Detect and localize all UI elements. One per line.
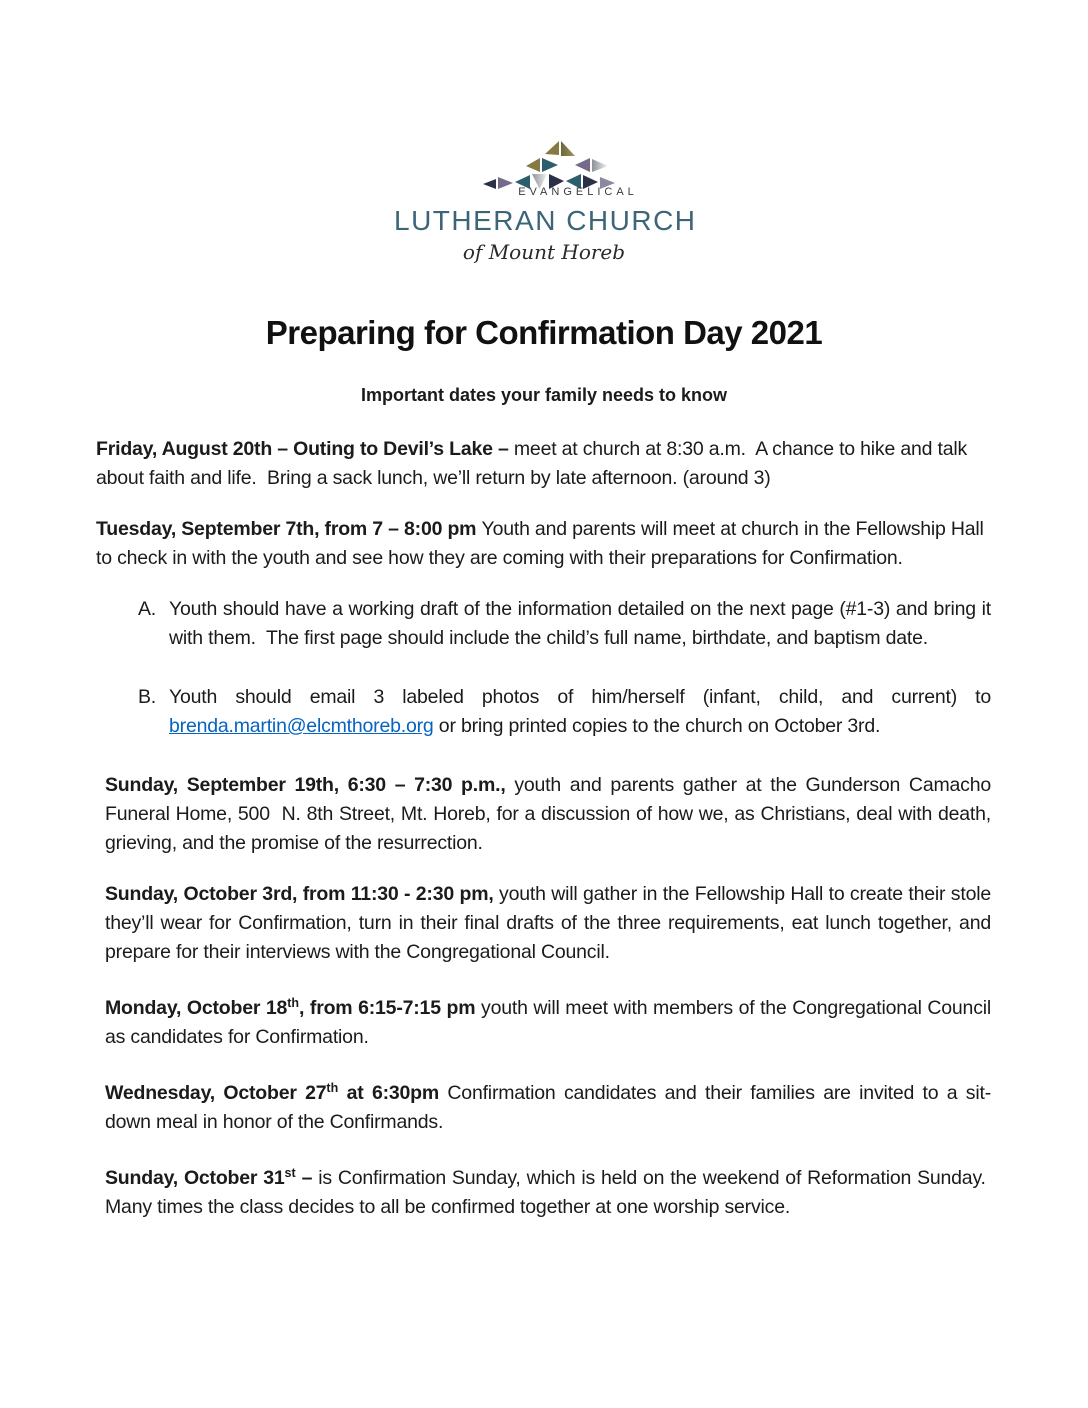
church-logo [394, 141, 697, 264]
text-segment: Sunday, October 3rd, from 11:30 - 2:30 pm, [105, 883, 500, 905]
text-segment: youth will meet with members of the Congregational Council as candidates for Confirmation. [105, 997, 992, 1048]
text-segment: Wednesday, October 27 [105, 1082, 327, 1104]
list-item-text [169, 683, 991, 741]
text-segment: youth will gather in the Fellowship Hall to create their stole they’ll wear for Confirmation, turn in their final drafts of the three requirements, eat lunch together, and prepare for their interviews with the Congregational Council. [105, 883, 991, 963]
text-segment: Tuesday, September 7th, from 7 – 8:00 pm [96, 518, 482, 540]
list-item [138, 683, 991, 741]
page-subtitle: Important dates your family needs to know [360, 385, 728, 405]
text-segment: Youth should have a working draft of the information detailed on the next page (#1-3) and bring it with them. The first page should include the child’s full name, birthdate, and baptism date. [169, 598, 991, 649]
text-segment: Friday, August 20th – Outing to Devil’s Lake – [96, 438, 514, 460]
text-segment: Youth and parents will meet at church in the Fellowship Hall to check in with the youth and see how they are coming with their preparations for Confirmation. [96, 518, 984, 569]
text-segment: Confirmation candidates and their families are invited to a sit-down meal in honor of the Confirmands. [105, 1082, 992, 1133]
list-item-text [169, 595, 991, 653]
text-segment: youth and parents gather at the Gunderson Camacho Funeral Home, 500 N. 8th Street, Mt. Horeb, for a discussion of how we, as Christians, deal with death, grieving, and the promise of the resurrection. [105, 774, 991, 854]
page-title: Preparing for Confirmation Day 2021 [265, 314, 823, 351]
event-paragraph [96, 515, 991, 573]
text-segment: Sunday, October 31 [105, 1167, 285, 1189]
text-segment: – [295, 1167, 319, 1189]
mountain-triangles-icon [482, 141, 622, 191]
event-paragraph [96, 771, 991, 858]
text-segment: Sunday, September 19th, 6:30 – 7:30 p.m., [105, 774, 515, 796]
event-paragraph [96, 989, 991, 1052]
text-segment: th [287, 996, 300, 1010]
text-segment: meet at church at 8:30 a.m. A chance to hike and talk about faith and life. Bring a sack lunch, we’ll return by late afternoon. (around 3) [96, 438, 968, 489]
event-paragraph [96, 1159, 991, 1222]
text-segment: at 6:30pm [338, 1082, 448, 1104]
logo-evangelical-text: EVANGELICAL [518, 186, 638, 198]
text-segment: Youth should email 3 labeled photos of him/herself (infant, child, and current) to [169, 686, 991, 708]
list-item [138, 595, 991, 653]
text-segment: , from 6:15-7:15 pm [299, 997, 482, 1019]
event-paragraph [96, 880, 991, 967]
text-segment: or bring printed copies to the church on October 3rd. [433, 715, 881, 737]
text-segment: th [326, 1081, 339, 1095]
list-marker: A. [138, 598, 157, 620]
email-link[interactable]: brenda.martin@elcmthoreb.org [169, 715, 434, 737]
text-segment: Monday, October 18 [105, 997, 288, 1019]
event-list [96, 435, 991, 1222]
list-marker: B. [138, 686, 157, 708]
text-segment: is Confirmation Sunday, which is held on the weekend of Reformation Sunday. Many times the class decides to all be confirmed together at one worship service. [105, 1167, 991, 1218]
event-paragraph [96, 1074, 991, 1137]
event-paragraph [96, 435, 991, 493]
text-segment: st [284, 1166, 296, 1180]
logo-location: of Mount Horeb [462, 240, 626, 264]
logo-church-name: LUTHERAN CHURCH [394, 205, 697, 236]
